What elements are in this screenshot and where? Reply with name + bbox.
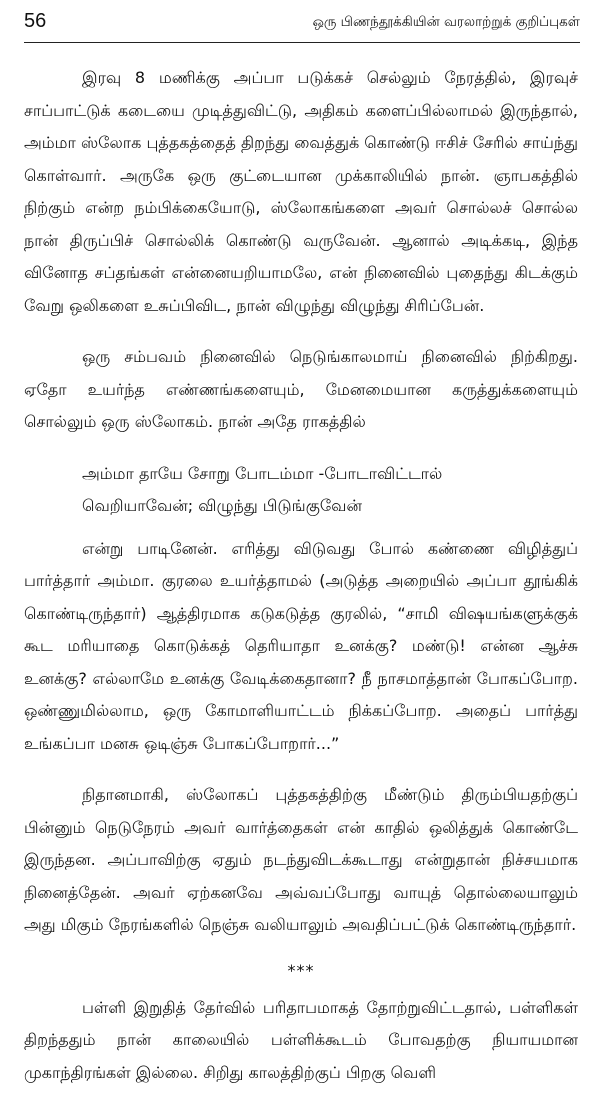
paragraph-4: நிதானமாகி, ஸ்லோகப் புத்தகத்திற்கு மீண்டும் திரும்பியதற்குப் பின்னும் நெடுநேரம் அவர் வார்த்தைகள் என் காதில் ஒலித்துக் கொண்டே இருந்தன. அப்பாவிற்கு ஏதும் நடந்துவிடக்கூடாது என்றுதான் நிச்சயமாக நினைத்தேன். அவர் ஏற்கனவே அவ்வப்போது வாயுத் தொல்லையாலும் அது மிகும் நேரங்களில் நெஞ்சு வலியாலும் அவதிப்பட்டுக் கொண்டிருந்தார். <box>24 785 578 934</box>
page-body <box>24 62 578 1108</box>
header-rule <box>24 42 580 43</box>
verse-quote <box>82 458 578 523</box>
paragraph-2: ஒரு சம்பவம் நினைவில் நெடுங்காலமாய் நினைவில் நிற்கிறது. ஏதோ உயர்ந்த எண்ணங்களையும், மேனமையான கருத்துக்களையும் சொல்லும் ஒரு ஸ்லோகம். நான் அதே ராகத்தில் <box>24 347 578 431</box>
verse-line-2: வெறியாவேன்; விழுந்து பிடுங்குவேன் <box>82 496 362 515</box>
verse-line-1: அம்மா தாயே சோறு போடம்மா -போடாவிட்டால் <box>82 463 443 483</box>
paragraph-1: இரவு 8 மணிக்கு அப்பா படுக்கச் செல்லும் நேரத்தில், இரவுச் சாப்பாட்டுக் கடையை முடித்துவிட்டு, அதிகம் களைப்பில்லாமல் இருந்தால், அம்மா ஸ்லோக புத்தகத்தைத் திறந்து வைத்துக் கொண்டு ஈசிச் சேரில் சாய்ந்து கொள்வார். அருகே ஒரு குட்டையான முக்காலியில் நான். ஞாபகத்தில் நிற்கும் என்ற நம்பிக்கையோடு, ஸ்லோகங்களை அவர் சொல்லச் சொல்ல நான் திருப்பிச் சொல்லிக் கொண்டு வருவேன். ஆனால் அடிக்கடி, இந்த வினோத சப்தங்கள் என்னையறியாமலே, என் நினைவில் புதைந்து கிடக்கும் வேறு ஒலிகளை உசுப்பிவிட, நான் விழுந்து விழுந்து சிரிப்பேன். <box>24 68 578 315</box>
section-separator: *** <box>287 960 315 980</box>
page-number: 56 <box>24 10 47 32</box>
running-title: ஒரு பிணந்தூக்கியின் வரலாற்றுக் குறிப்புகள் <box>312 14 580 30</box>
paragraph-3: என்று பாடினேன். எரித்து விடுவது போல் கண்ணை விழித்துப் பார்த்தார் அம்மா. குரலை உயர்த்தாமல் (அடுத்த அறையில் அப்பா தூங்கிக் கொண்டிருந்தார்) ஆத்திரமாக கடுகடுத்த குரலில், “சாமி விஷயங்களுக்குக் கூட மரியாதை கொடுக்கத் தெரியாதா உனக்கு? மண்டு! என்ன ஆச்சு உனக்கு? எல்லாமே உனக்கு வேடிக்கைதானா? நீ நாசமாத்தான் போகப்போற. ஒண்ணுமில்லாம, ஒரு கோமாளியாட்டம் நிக்கப்போற. அதைப் பார்த்து உங்கப்பா மனசு ஒடிஞ்சு போகப்போறார்...” <box>24 538 578 753</box>
page-header <box>24 8 580 44</box>
paragraph-5: பள்ளி இறுதித் தேர்வில் பரிதாபமாகத் தோற்றுவிட்டதால், பள்ளிகள் திறந்ததும் நான் காலையில் பள்ளிக்கூடம் போவதற்கு நியாயமான முகாந்திரங்கள் இல்லை. சிறிது காலத்திற்குப் பிறகு வெளி <box>24 997 578 1082</box>
